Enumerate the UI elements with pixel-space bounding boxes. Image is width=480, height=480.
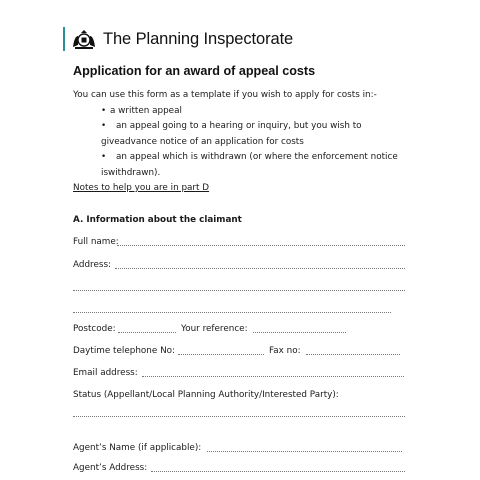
header	[63, 26, 293, 52]
section-a-heading: A. Information about the claimant	[73, 215, 242, 225]
bullet-icon: •	[101, 152, 107, 162]
bullet-withdrawn-line1: an appeal which is withdrawn (or where the enforcement notice	[116, 152, 398, 162]
email-field[interactable]	[142, 376, 404, 377]
page-title: Application for an award of appeal costs	[73, 64, 316, 78]
bullet-withdrawn-line2: iswithdrawn).	[101, 168, 161, 178]
postcode-field[interactable]	[118, 332, 176, 333]
address-field-line3[interactable]	[73, 312, 391, 313]
status-label: Status (Appellant/Local Planning Authority/Interested Party):	[73, 390, 339, 400]
status-field[interactable]	[73, 416, 405, 417]
agent-address-label: Agent’s Address:	[73, 463, 148, 473]
accent-bar	[63, 27, 65, 51]
address-label: Address:	[73, 260, 111, 270]
fax-field[interactable]	[306, 354, 400, 355]
your-reference-label: Your reference:	[181, 324, 248, 334]
bullet-hearing-line1: an appeal going to a hearing or inquiry, but you wish to	[116, 121, 362, 131]
address-field-line1[interactable]	[115, 268, 405, 269]
agent-name-field[interactable]	[207, 451, 402, 452]
postcode-label: Postcode:	[73, 324, 116, 334]
agent-name-label: Agent’s Name (if applicable):	[73, 443, 202, 453]
your-reference-field[interactable]	[253, 332, 346, 333]
bullet-icon: •	[101, 121, 107, 131]
brand-name: The Planning Inspectorate	[103, 29, 294, 48]
full-name-field[interactable]	[117, 245, 405, 246]
email-label: Email address:	[73, 368, 138, 378]
address-field-line2[interactable]	[73, 290, 405, 291]
bullet-hearing-line2: giveadvance notice of an application for costs	[101, 137, 304, 147]
bullet-icon: •	[101, 106, 107, 116]
daytime-phone-label: Daytime telephone No:	[73, 346, 176, 356]
notes-link[interactable]: Notes to help you are in part D	[73, 183, 210, 193]
bullet-written-appeal: a written appeal	[110, 106, 182, 116]
agent-address-field[interactable]	[151, 471, 405, 472]
fax-label: Fax no:	[269, 346, 301, 356]
daytime-phone-field[interactable]	[178, 354, 264, 355]
intro-text: You can use this form as a template if you wish to apply for costs in:-	[73, 90, 377, 100]
full-name-label: Full name:	[73, 237, 119, 247]
royal-crest-icon	[71, 27, 97, 51]
